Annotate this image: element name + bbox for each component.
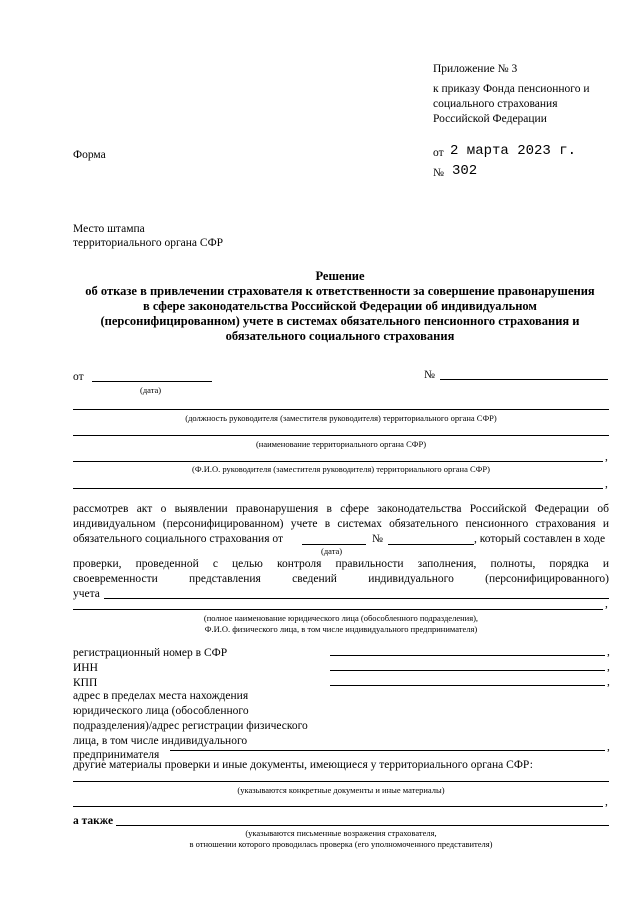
- document-title-line1: об отказе в привлечении страхователя к ответственности за совершение правонарушения: [85, 284, 595, 298]
- head-fio-continued-field[interactable]: [73, 488, 603, 489]
- paragraph-2-line1: проверки, проведенной с целью контроля правильности заполнения, полноты, порядка и: [73, 558, 609, 570]
- paragraph-1-line1: рассмотрев акт о выявлении правонарушения в сфере законодательства Российской Федерации об: [73, 503, 609, 515]
- order-date-prefix: от: [433, 147, 444, 159]
- document-heading: Решение: [315, 269, 365, 283]
- form-label: Форма: [73, 149, 106, 161]
- address-label-line5: предпринимателя: [73, 749, 160, 761]
- documents-caption: (указываются конкретные документы и иные материалы): [237, 785, 445, 795]
- order-number: 302: [452, 163, 478, 179]
- objections-field[interactable]: [116, 825, 609, 826]
- comma: ,: [605, 478, 608, 490]
- reg-number-field[interactable]: [330, 655, 605, 656]
- entity-caption-line1: (полное наименование юридического лица (обособленного подразделения),: [203, 613, 479, 623]
- comma: ,: [605, 451, 608, 463]
- act-number-label: №: [372, 533, 383, 545]
- decision-date-field[interactable]: [92, 381, 212, 382]
- comma: ,: [607, 661, 610, 673]
- decision-date-caption: (дата): [140, 385, 162, 395]
- order-date: 2 марта 2023 г.: [450, 143, 577, 159]
- document-title-line2: в сфере законодательства Российской Федерации об индивидуальном: [143, 299, 537, 313]
- kpp-label: КПП: [73, 677, 98, 689]
- other-materials-label: другие материалы проверки и иные документы, имеющиеся у территориального органа СФР:: [73, 759, 533, 771]
- comma: ,: [607, 646, 610, 658]
- order-reference-line1: к приказу Фонда пенсионного и: [433, 83, 590, 95]
- paragraph-1-line3-a: обязательного социального страхования от: [73, 533, 284, 545]
- entity-caption-line2: Ф.И.О. физического лица, в том числе индивидуального предпринимателя): [204, 624, 478, 634]
- also-label: а также: [73, 815, 114, 827]
- address-field[interactable]: [170, 750, 605, 751]
- stamp-place-line2: территориального органа СФР: [73, 237, 224, 249]
- head-fio-caption: (Ф.И.О. руководителя (заместителя руководителя) территориального органа СФР): [192, 464, 490, 474]
- reg-number-label: регистрационный номер в СФР: [73, 647, 228, 659]
- order-number-prefix: №: [433, 167, 444, 179]
- order-reference-line3: Российской Федерации: [433, 113, 547, 125]
- kpp-field[interactable]: [330, 685, 605, 686]
- address-label-line3: подразделения)/адрес регистрации физического: [73, 720, 308, 732]
- act-date-caption: (дата): [321, 546, 343, 556]
- address-label-line4: лица, в том числе индивидуального: [73, 735, 248, 747]
- paragraph-1-line3-b: , который составлен в ходе: [474, 533, 606, 545]
- decision-number-label: №: [424, 369, 435, 381]
- comma: ,: [605, 598, 608, 610]
- org-name-field[interactable]: [73, 435, 609, 436]
- address-label-line2: юридического лица (обособленного: [73, 705, 249, 717]
- head-position-caption: (должность руководителя (заместителя руководителя) территориального органа СФР): [185, 413, 497, 423]
- paragraph-1-line2: индивидуальном (персонифицированном) учете в системах обязательного пенсионного страхования и: [73, 518, 609, 530]
- act-number-field[interactable]: [388, 544, 474, 545]
- comma: ,: [607, 741, 610, 753]
- inn-label: ИНН: [73, 662, 98, 674]
- objections-caption-line1: (указываются письменные возражения страхователя,: [245, 828, 437, 838]
- entity-name-field[interactable]: [104, 598, 609, 599]
- documents-continued-field[interactable]: [73, 806, 603, 807]
- comma: ,: [605, 796, 608, 808]
- entity-name-continued-field[interactable]: [73, 609, 603, 610]
- decision-date-label: от: [73, 371, 84, 383]
- paragraph-2-line2: своевременности представления сведений индивидуального (персонифицированного): [73, 573, 609, 585]
- decision-number-field[interactable]: [440, 379, 608, 380]
- documents-field[interactable]: [73, 781, 609, 782]
- head-position-field[interactable]: [73, 409, 609, 410]
- document-title-line3: (персонифицированном) учете в системах обязательного пенсионного страхования и: [100, 314, 580, 328]
- head-fio-field[interactable]: [73, 461, 603, 462]
- act-date-field[interactable]: [302, 544, 366, 545]
- objections-caption-line2: в отношении которого проводилась проверка (его уполномоченного представителя): [189, 839, 493, 849]
- order-reference-line2: социального страхования: [433, 98, 558, 110]
- comma: ,: [607, 676, 610, 688]
- stamp-place-line1: Место штампа: [73, 223, 145, 235]
- inn-field[interactable]: [330, 670, 605, 671]
- paragraph-2-line3: учета: [73, 588, 100, 600]
- appendix-number: Приложение № 3: [433, 63, 518, 75]
- document-title-line4: обязательного социального страхования: [225, 329, 455, 343]
- org-name-caption: (наименование территориального органа СФР): [255, 439, 427, 449]
- address-label-line1: адрес в пределах места нахождения: [73, 690, 249, 702]
